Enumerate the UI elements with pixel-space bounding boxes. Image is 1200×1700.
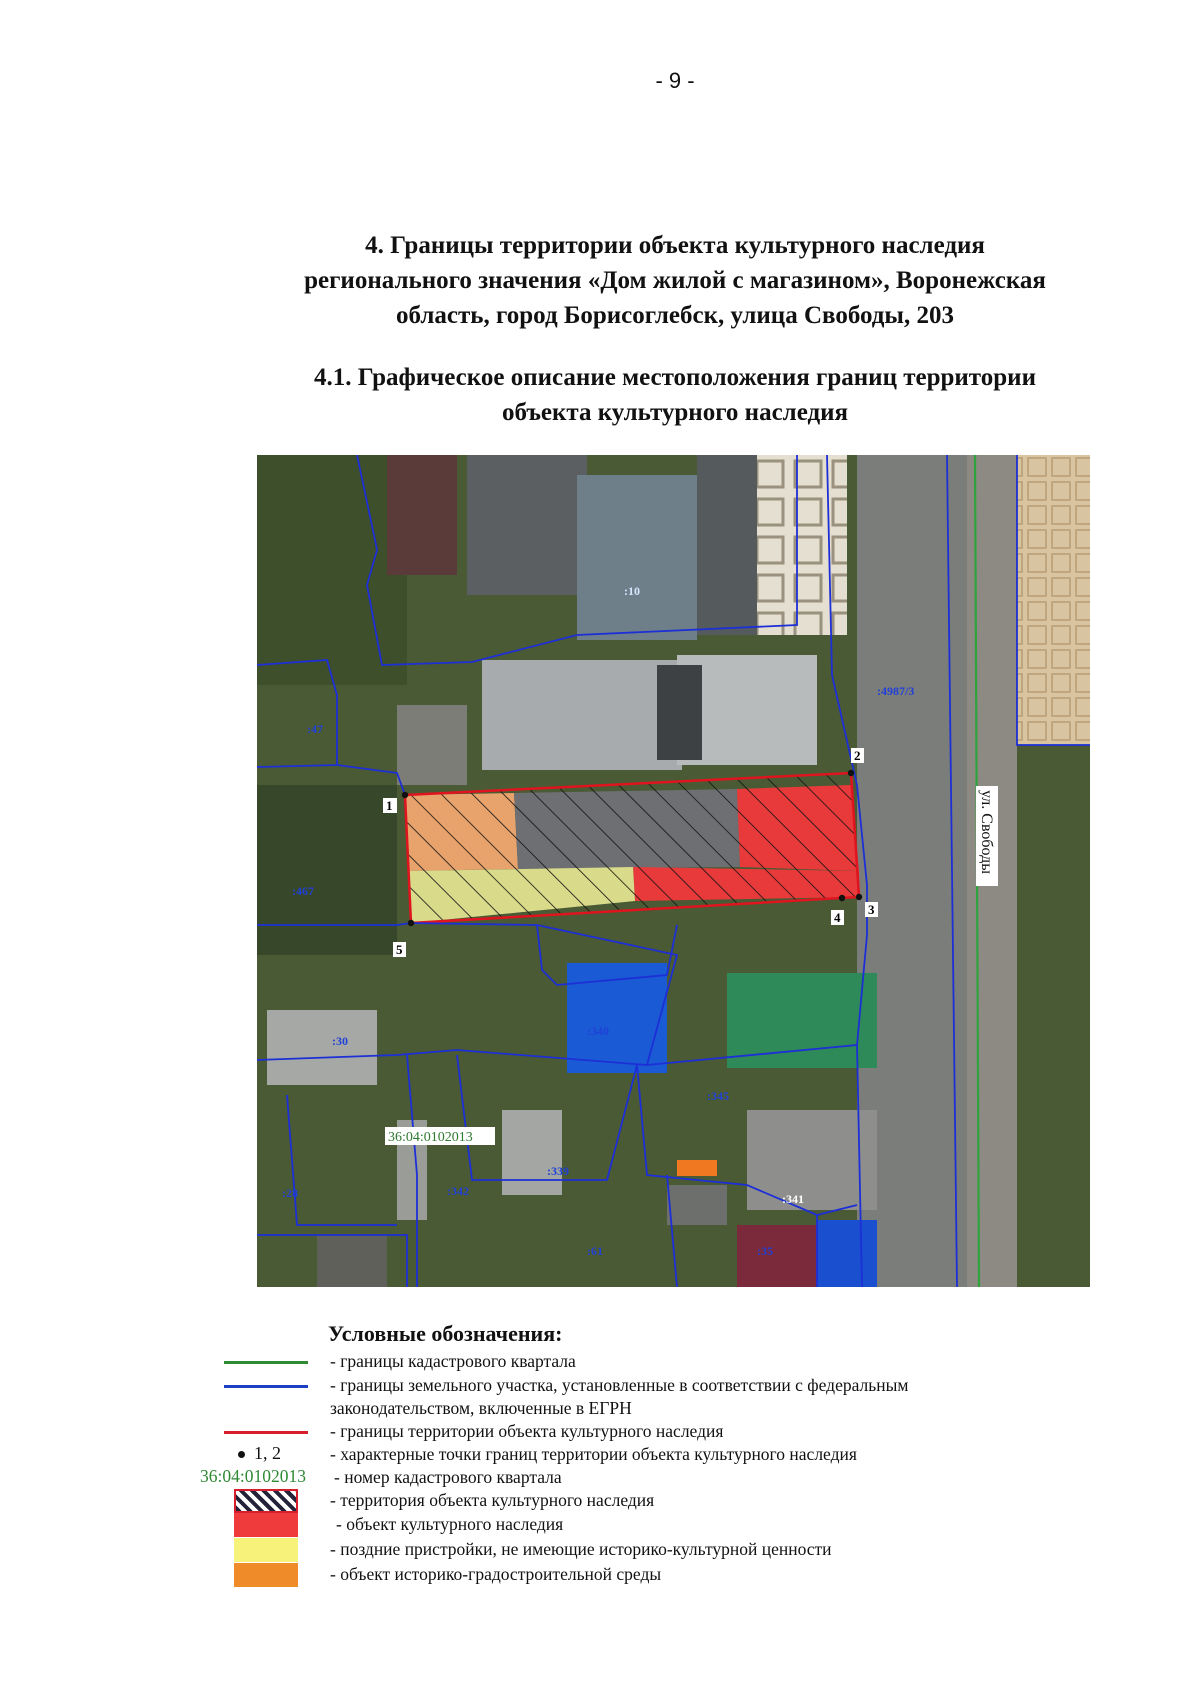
street-label-group (976, 786, 998, 886)
building (737, 1225, 817, 1287)
point-label-3: 3 (868, 902, 875, 917)
legend-title: Условные обозначения: (328, 1321, 563, 1346)
building (482, 660, 682, 770)
point-symbol-label: 1, 2 (254, 1443, 281, 1463)
heading-line: регионального значения «Дом жилой с магазином», Воронежская (304, 267, 1046, 294)
legend-text: - границы кадастрового квартала (330, 1351, 576, 1371)
legend-item (200, 1420, 1100, 1444)
tree-cluster (257, 455, 407, 685)
building (747, 1110, 877, 1210)
parcel-label: :467 (292, 884, 314, 898)
building (387, 455, 457, 575)
building (267, 1010, 377, 1085)
heading-line: 4. Границы территории объекта культурного наследия (365, 232, 985, 259)
boundary-point (402, 792, 408, 798)
parcel-label: :4987/3 (877, 684, 915, 698)
building (317, 1235, 387, 1287)
legend-text: законодательством, включенные в ЕГРН (330, 1398, 632, 1418)
parcel-label: :340 (587, 1024, 609, 1038)
parcel-label: :30 (332, 1034, 348, 1048)
section-heading (150, 228, 1200, 333)
quarter-code-symbol: 36:04:0102013 (200, 1466, 306, 1486)
building (697, 455, 757, 635)
building (677, 1160, 717, 1176)
parcel-label: :61 (587, 1244, 603, 1258)
parcel-label: :345 (707, 1089, 729, 1103)
dot-icon (238, 1451, 245, 1458)
boundary-point (839, 895, 845, 901)
page-number: - 9 - (655, 68, 695, 93)
boundary-point (408, 920, 414, 926)
building (502, 1110, 562, 1195)
parcel-label: :342 (447, 1184, 469, 1198)
parcel-label: :28 (282, 1186, 298, 1200)
building (397, 705, 467, 785)
point-label-2: 2 (854, 748, 861, 763)
paved-square (757, 455, 847, 635)
parcel-label: :341 (782, 1192, 804, 1206)
parcel-label: :35 (757, 1244, 773, 1258)
code-symbol (200, 1466, 308, 1490)
legend-text: - объект культурного наследия (336, 1514, 564, 1534)
legend-item (200, 1350, 1100, 1374)
legend-text: - территория объекта культурного наследия (330, 1490, 655, 1510)
aerial-map (257, 455, 1090, 1287)
building (667, 1185, 727, 1225)
building (657, 665, 702, 760)
parcel-label: :10 (624, 584, 640, 598)
legend-item (200, 1563, 1100, 1587)
subsection-heading (150, 360, 1200, 430)
boundary-point (848, 770, 854, 776)
hatch-symbol (224, 1489, 308, 1513)
legend-text: - номер кадастрового квартала (334, 1467, 562, 1487)
parcel-label: :47 (307, 722, 323, 736)
blue-line-symbol (224, 1374, 308, 1398)
building (817, 1220, 877, 1287)
legend-text: - границы земельного участка, установленные в соответствии с федеральным (330, 1375, 909, 1395)
legend-item (200, 1538, 1100, 1562)
point-label-1: 1 (386, 798, 393, 813)
heading-line: объекта культурного наследия (501, 399, 849, 426)
legend-text: - характерные точки границ территории объекта культурного наследия (330, 1444, 857, 1464)
parcel-label: :339 (547, 1164, 569, 1178)
legend-item (200, 1397, 1100, 1421)
point-label-5: 5 (396, 942, 403, 957)
legend-text: - объект историко-градостроительной среды (330, 1564, 662, 1584)
heading-line: область, город Борисоглебск, улица Свободы, 203 (396, 302, 954, 329)
boundary-point (856, 894, 862, 900)
legend-text: - поздние пристройки, не имеющие историко-культурной ценности (330, 1539, 832, 1559)
red-fill-symbol (224, 1513, 308, 1537)
legend-item (200, 1489, 1100, 1513)
legend-item (200, 1443, 1100, 1467)
hatch-swatch (234, 1489, 298, 1513)
green-line-symbol (224, 1350, 308, 1374)
orange-fill-symbol (224, 1563, 308, 1587)
legend-item (200, 1466, 1100, 1490)
map-svg (257, 455, 1090, 1287)
yellow-fill-symbol (224, 1538, 308, 1562)
legend-item (200, 1374, 1100, 1398)
building (727, 973, 877, 1068)
tree-cluster (257, 785, 397, 955)
street-label: ул. Свободы (978, 790, 995, 874)
paved-square (1017, 455, 1090, 745)
point-label-4: 4 (834, 910, 841, 925)
red-line-symbol (224, 1420, 308, 1444)
building (577, 475, 697, 640)
building (467, 455, 587, 595)
legend-item (200, 1513, 1100, 1537)
point-symbol (224, 1443, 308, 1467)
legend-text: - границы территории объекта культурного наследия (330, 1421, 724, 1441)
quarter-code-label: 36:04:0102013 (388, 1130, 473, 1145)
heading-line: 4.1. Графическое описание местоположения границ территории (314, 364, 1036, 391)
